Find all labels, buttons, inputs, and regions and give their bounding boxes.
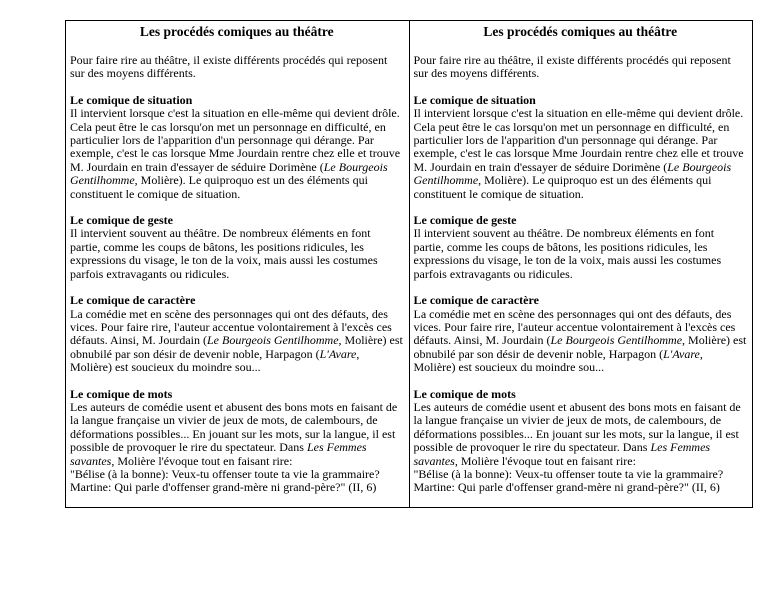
- section-mots: [414, 388, 748, 495]
- section-heading: Le comique de geste: [413, 213, 517, 228]
- section-geste: [70, 214, 404, 281]
- section-heading: Le comique de mots: [413, 386, 516, 401]
- document-title: Les procédés comiques au théâtre: [139, 24, 334, 39]
- section-text: Il intervient souvent au théâtre. De nombreux éléments en font partie, comme les coups de bâtons, les positions ridicules, les expressions du visage, le ton de la voix, mais aussi les costumes parfois extravagants ou ridicules.: [413, 226, 722, 281]
- work-title: L'Avare: [319, 346, 357, 361]
- section-text: Il intervient lorsque c'est la situation en elle-même qui devient drôle. Cela peut être le cas lorsqu'on met un personnage en difficulté, en particulier lors de l'apparition d'un personnage qui dérange. Par exemple, c'est le cas lorsque Mme Jourdain rentre chez elle et trouve M. Jourdain en train d'essayer de séduire Dorimène (Le Bourgeois Gentilhomme, Molière). Le quiproquo est un des éléments qui constituent le comique de situation.: [70, 106, 401, 201]
- quote-line: "Bélise (à la bonne): Veux-tu offenser toute ta vie la grammaire?: [70, 466, 380, 481]
- section-heading: Le comique de geste: [70, 213, 173, 228]
- quote-line: Martine: Qui parle d'offenser grand-mère ni grand-père?" (II, 6): [413, 480, 720, 495]
- intro-paragraph: Pour faire rire au théâtre, il existe différents procédés qui reposent sur des moyens différents.: [70, 53, 388, 81]
- section-caractere: [414, 294, 748, 374]
- work-title: Le Bourgeois Gentilhomme: [413, 159, 732, 188]
- section-text: Il intervient souvent au théâtre. De nombreux éléments en font partie, comme les coups de bâtons, les positions ridicules, les expressions du visage, le ton de la voix, mais aussi les costumes parfois extravagants ou ridicules.: [70, 226, 378, 281]
- section-text: Les auteurs de comédie usent et abusent des bons mots en faisant de la langue française un vivier de jeux de mots, de calembours, de déformations possibles... En jouant sur les mots, sur la langue, il est possible de provoquer le rire du spectateur. Dans Les Femmes savantes, Molière l'évoque tout en faisant rire: "Bélise (à la bonne): Veux-tu offenser toute ta vie la grammaire? Martine: Qui parle d'offenser grand-mère ni grand-père?" (II, 6): [70, 401, 404, 495]
- right-column: [409, 21, 753, 508]
- document-title: Les procédés comiques au théâtre: [483, 24, 678, 39]
- work-title: Le Bourgeois Gentilhomme: [550, 333, 683, 348]
- section-heading: Le comique de situation: [413, 92, 536, 107]
- section-heading: Le comique de mots: [70, 386, 173, 401]
- table-row: [66, 21, 753, 508]
- work-title: Le Bourgeois Gentilhomme: [70, 159, 388, 188]
- section-heading: Le comique de caractère: [413, 293, 539, 308]
- work-title: Le Bourgeois Gentilhomme: [207, 333, 339, 348]
- section-mots: [70, 388, 404, 495]
- section-text: La comédie met en scène des personnages qui ont des défauts, des vices. Pour faire rire, l'auteur accentue volontairement à l'excès ces défauts. Ainsi, M. Jourdain (Le Bourgeois Gentilhomme, Molière) est obnubilé par son désir de devenir noble, Harpagon (L'Avare, Molière) est soucieux du moindre sou...: [413, 306, 747, 375]
- section-situation: [70, 94, 404, 201]
- work-title: Les Femmes savantes: [70, 440, 367, 468]
- work-title: L'Avare: [663, 346, 700, 361]
- quote-line: Martine: Qui parle d'offenser grand-mère ni grand-père?" (II, 6): [70, 480, 377, 495]
- intro-paragraph: Pour faire rire au théâtre, il existe différents procédés qui reposent sur des moyens différents.: [413, 53, 731, 81]
- section-text: La comédie met en scène des personnages qui ont des défauts, des vices. Pour faire rire, l'auteur accentue volontairement à l'excès ces défauts. Ainsi, M. Jourdain (Le Bourgeois Gentilhomme, Molière) est obnubilé par son désir de devenir noble, Harpagon (L'Avare, Molière) est soucieux du moindre sou...: [70, 306, 403, 375]
- section-situation: [414, 94, 748, 201]
- left-column: [66, 21, 410, 508]
- section-caractere: [70, 294, 404, 374]
- document-table: [65, 20, 753, 508]
- quote-line: "Bélise (à la bonne): Veux-tu offenser toute ta vie la grammaire?: [413, 466, 724, 481]
- section-heading: Le comique de caractère: [70, 293, 196, 308]
- section-text: Il intervient lorsque c'est la situation en elle-même qui devient drôle. Cela peut être le cas lorsqu'on met un personnage en difficulté, en particulier lors de l'apparition d'un personnage qui dérange. Par exemple, c'est le cas lorsque Mme Jourdain rentre chez elle et trouve M. Jourdain en train d'essayer de séduire Dorimène (Le Bourgeois Gentilhomme, Molière). Le quiproquo est un des éléments qui constituent le comique de situation.: [413, 106, 744, 201]
- section-heading: Le comique de situation: [70, 92, 193, 107]
- section-text: Les auteurs de comédie usent et abusent des bons mots en faisant de la langue française un vivier de jeux de mots, de calembours, de déformations possibles... En jouant sur les mots, sur la langue, il est possible de provoquer le rire du spectateur. Dans Les Femmes savantes, Molière l'évoque tout en faisant rire: "Bélise (à la bonne): Veux-tu offenser toute ta vie la grammaire? Martine: Qui parle d'offenser grand-mère ni grand-père?" (II, 6): [414, 401, 748, 495]
- work-title: Les Femmes savantes: [413, 440, 711, 468]
- section-geste: [414, 214, 748, 281]
